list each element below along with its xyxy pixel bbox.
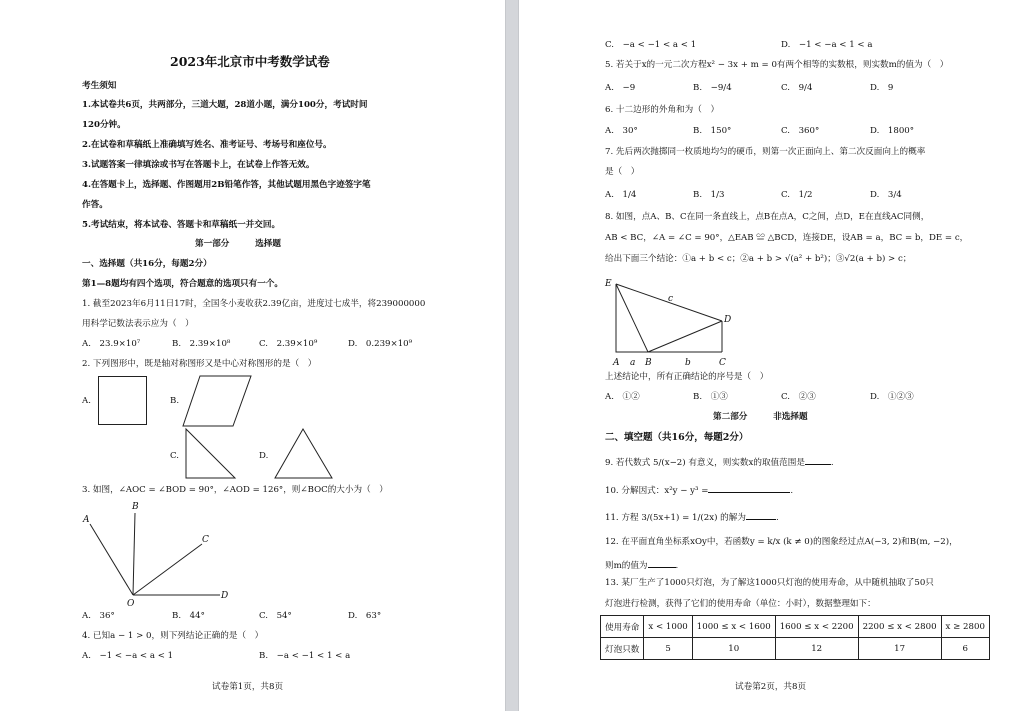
side-label: a [630, 358, 636, 368]
question-1-cont: 用科学记数法表示应为（ ） [82, 319, 194, 329]
answer-blank [648, 558, 676, 568]
q1-option-d: D. 0.239×10⁹ [348, 339, 413, 349]
document-page-1 [0, 0, 505, 711]
document-page-2 [519, 0, 1024, 711]
table-header-cell: 使用寿命 [601, 616, 644, 638]
part-one-heading: 第一部分 选择题 [195, 239, 281, 249]
page-footer: 试卷第2页，共8页 [735, 682, 807, 692]
q5-option-b: B. −9/4 [693, 83, 732, 93]
q1-option-a: A. 23.9×10⁷ [82, 339, 141, 349]
q4-option-d: D. −1 < −a < 1 < a [781, 40, 873, 50]
question-13: 13. 某厂生产了1000只灯泡，为了解这1000只灯泡的使用寿命，从中随机抽取了50只 [605, 578, 934, 588]
equilateral-triangle-shape [274, 428, 334, 480]
notice-line: 作答。 [82, 200, 108, 210]
notice-line: 3.试题答案一律填涂或书写在答题卡上，在试卷上作答无效。 [82, 160, 315, 170]
question-7-cont: 是（ ） [605, 167, 640, 177]
q4-option-c: C. −a < −1 < a < 1 [605, 40, 697, 50]
question-8-conclusions: 给出下面三个结论：①a + b < c；②a + b > √(a² + b²)；③√2(a + b) > c； [605, 254, 912, 264]
table-cell: 5 [644, 638, 692, 660]
q3-option-c: C. 54° [259, 611, 292, 621]
exam-title: 2023年北京市中考数学试卷 [170, 54, 330, 69]
q6-option-d: D. 1800° [870, 126, 915, 136]
page-footer: 试卷第1页，共8页 [212, 682, 284, 692]
question-7: 7. 先后两次抛掷同一枚质地均匀的硬币，则第一次正面向上、第二次反面向上的概率 [605, 147, 926, 157]
notice-line: 5.考试结束，将本试卷、答题卡和草稿纸一并交回。 [82, 220, 281, 230]
q6-option-b: B. 150° [693, 126, 732, 136]
point-label: E [605, 279, 612, 289]
question-9-text: 9. 若代数式 5/(x−2) 有意义，则实数x的取值范围是 [605, 458, 805, 468]
question-11: 11. 方程 3/(5x+1) = 1/(2x) 的解为 . [605, 510, 779, 524]
question-3: 3. 如图，∠AOC = ∠BOD = 90°，∠AOD = 126°，则∠BOC的大小为（ ） [82, 485, 388, 495]
q1-option-c: C. 2.39×10⁹ [259, 339, 318, 349]
point-label: D [724, 315, 732, 325]
question-8-cont: AB < BC，∠A = ∠C = 90°，△EAB ≌ △BCD，连接DE，设AB = a，BC = b，DE = c， [605, 233, 969, 243]
question-10-text: 10. 分解因式：x²y − y³ = [605, 486, 709, 496]
table-cell: 12 [775, 638, 858, 660]
q7-option-b: B. 1/3 [693, 190, 725, 200]
q3-option-d: D. 63° [348, 611, 382, 621]
question-12-text: 则m的值为 [605, 561, 648, 571]
table-header-cell: x ≥ 2800 [941, 616, 989, 638]
q5-option-a: A. −9 [605, 83, 636, 93]
point-label: C [202, 535, 209, 545]
question-8: 8. 如图，点A、B、C在同一条直线上，点B在点A，C之间，点D，E在直线AC同侧， [605, 212, 930, 222]
table-cell: 6 [941, 638, 989, 660]
answer-blank [708, 483, 790, 493]
point-label: A [613, 358, 620, 368]
question-11-text: 11. 方程 3/(5x+1) = 1/(2x) 的解为 [605, 513, 746, 523]
question-6: 6. 十二边形的外角和为（ ） [605, 105, 720, 115]
question-13-cont: 灯泡进行检测，获得了它们的使用寿命（单位：小时），数据整理如下： [605, 599, 876, 609]
table-cell: 17 [858, 638, 941, 660]
q8-option-b: B. ①③ [693, 392, 728, 402]
point-label: B [645, 358, 652, 368]
table-row [601, 638, 990, 660]
section-one-note: 第1—8题均有四个选项，符合题意的选项只有一个。 [82, 279, 284, 289]
q3-option-a: A. 36° [82, 611, 115, 621]
question-12: 12. 在平面直角坐标系xOy中，若函数y = k/x (k ≠ 0)的图象经过点A(−3, 2)和B(m, −2)， [605, 537, 958, 547]
page-gutter [505, 0, 519, 711]
q5-option-c: C. 9/4 [781, 83, 813, 93]
lifespan-table [600, 615, 990, 660]
triangle-figure [603, 275, 753, 367]
section-one-heading: 一、选择题（共16分，每题2分） [82, 259, 212, 269]
square-shape [98, 376, 147, 425]
q1-option-b: B. 2.39×10⁸ [172, 339, 231, 349]
notice-line: 1.本试卷共6页，共两部分，三道大题，28道小题，满分100分，考试时间 [82, 100, 368, 110]
q2-label-d: D. [259, 451, 269, 461]
q4-option-b: B. −a < −1 < 1 < a [259, 651, 351, 661]
answer-blank [746, 510, 776, 520]
question-9: 9. 若代数式 5/(x−2) 有意义，则实数x的取值范围是 . [605, 455, 834, 469]
angle-figure [80, 500, 240, 610]
q6-option-a: A. 30° [605, 126, 638, 136]
point-label: O [127, 599, 135, 609]
q7-option-c: C. 1/2 [781, 190, 813, 200]
notice-line: 4.在答题卡上，选择题、作图题用2B铅笔作答，其他试题用黑色字迹签字笔 [82, 180, 371, 190]
point-label: D [221, 591, 229, 601]
point-label: C [719, 358, 726, 368]
q8-option-a: A. ①② [605, 392, 640, 402]
q2-label-a: A. [82, 396, 91, 406]
notice-line: 2.在试卷和草稿纸上准确填写姓名、准考证号、考场号和座位号。 [82, 140, 332, 150]
table-header-cell: 1600 ≤ x < 2200 [775, 616, 858, 638]
q4-option-a: A. −1 < −a < a < 1 [82, 651, 174, 661]
side-label: b [685, 358, 691, 368]
table-cell: 10 [692, 638, 775, 660]
notice-heading: 考生须知 [82, 81, 117, 91]
q2-label-c: C. [170, 451, 180, 461]
right-triangle-shape [185, 428, 237, 480]
question-4: 4. 已知a − 1 > 0，则下列结论正确的是（ ） [82, 631, 264, 641]
q5-option-d: D. 9 [870, 83, 894, 93]
notice-line: 120分钟。 [82, 120, 126, 130]
q8-option-d: D. ①②③ [870, 392, 914, 402]
q7-option-a: A. 1/4 [605, 190, 637, 200]
q8-option-c: C. ②③ [781, 392, 816, 402]
question-10: 10. 分解因式：x²y − y³ = . [605, 483, 793, 497]
table-row [601, 616, 990, 638]
part-two-heading: 第二部分 非选择题 [713, 412, 808, 422]
table-header-cell: x < 1000 [644, 616, 692, 638]
question-1: 1. 截至2023年6月11日17时，全国冬小麦收获2.39亿亩，进度过七成半，将239000000 [82, 299, 426, 309]
point-label: A [83, 515, 90, 525]
side-label: c [668, 294, 674, 304]
q3-option-b: B. 44° [172, 611, 205, 621]
q2-label-b: B. [170, 396, 180, 406]
question-12-cont: 则m的值为 . [605, 558, 678, 572]
table-header-cell: 2200 ≤ x < 2800 [858, 616, 941, 638]
q7-option-d: D. 3/4 [870, 190, 902, 200]
q6-option-c: C. 360° [781, 126, 820, 136]
question-2: 2. 下列图形中，既是轴对称图形又是中心对称图形的是（ ） [82, 359, 317, 369]
question-8-ask: 上述结论中，所有正确结论的序号是（ ） [605, 372, 769, 382]
parallelogram-shape [182, 375, 252, 427]
answer-blank [805, 455, 831, 465]
section-two-heading: 二、填空题（共16分，每题2分） [605, 432, 749, 443]
point-label: B [132, 502, 139, 512]
table-cell: 灯泡只数 [601, 638, 644, 660]
table-header-cell: 1000 ≤ x < 1600 [692, 616, 775, 638]
question-5: 5. 若关于x的一元二次方程x² − 3x + m = 0有两个相等的实数根，则实数m的值为（ ） [605, 60, 949, 70]
